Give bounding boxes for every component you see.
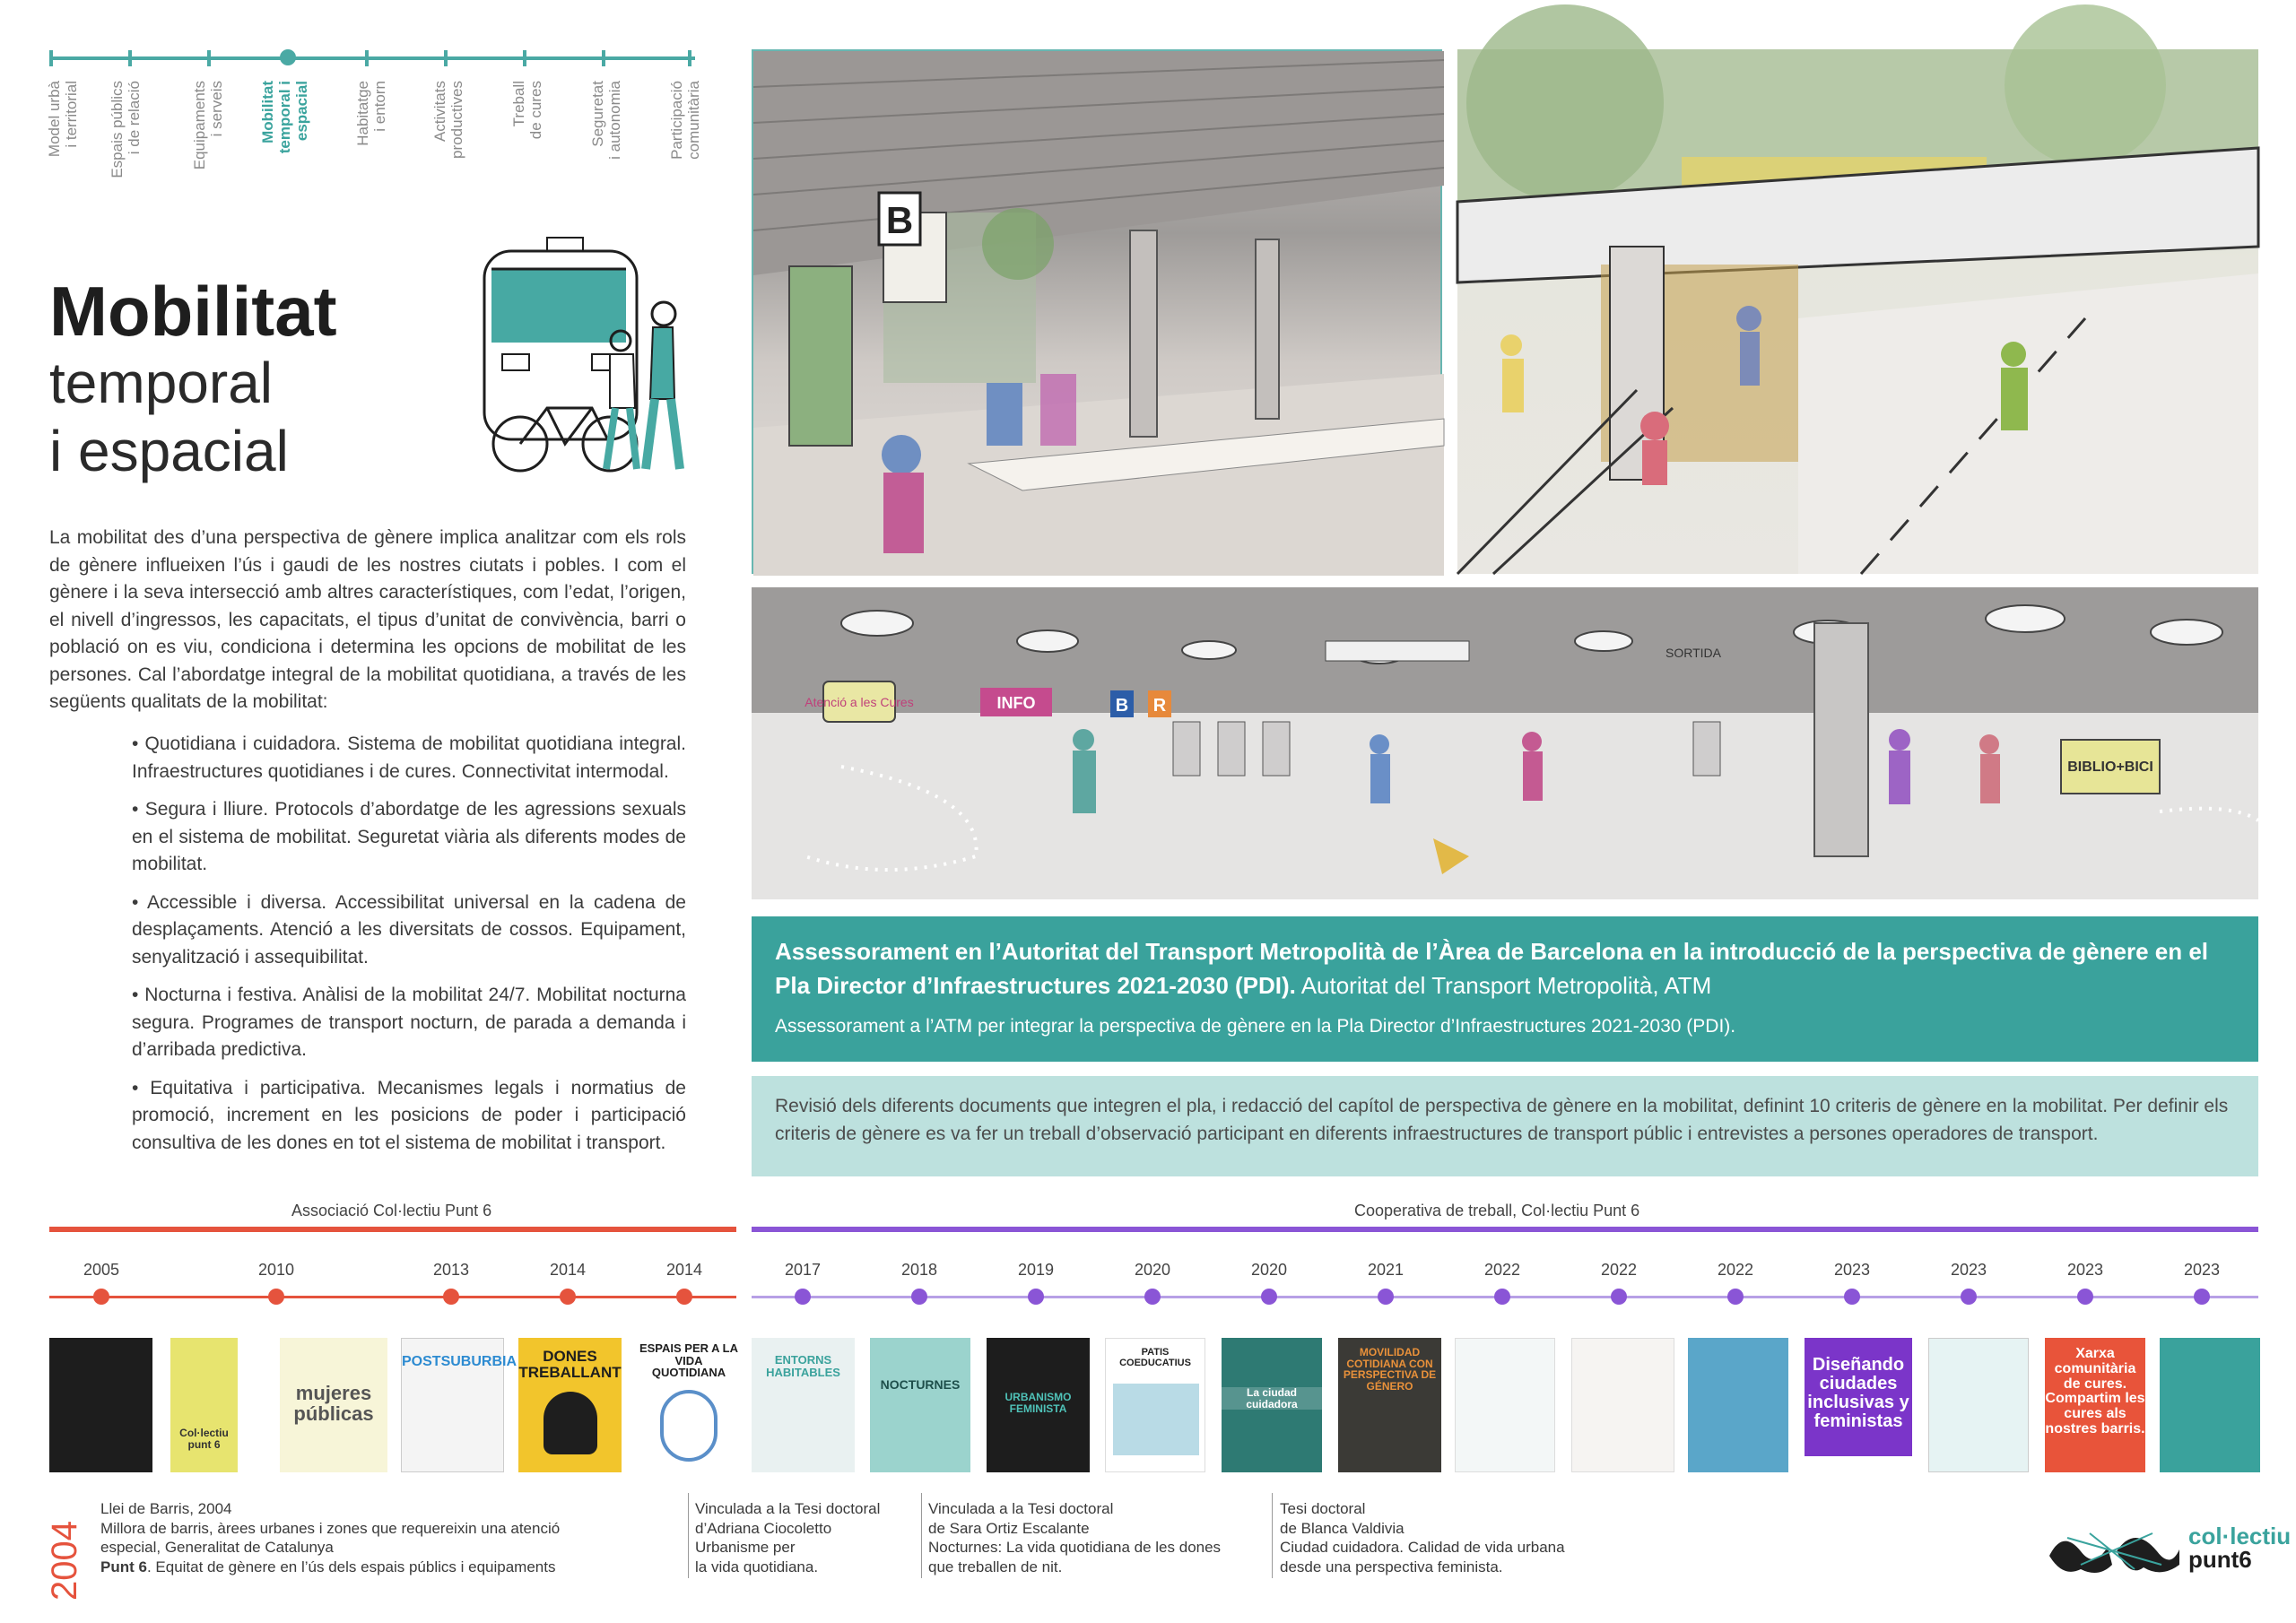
nav-item-espais-publics[interactable]: Espais públics i de relació [109, 81, 143, 178]
timeline-dot[interactable] [795, 1289, 811, 1305]
org-association-label: Associació Col·lectiu Punt 6 [291, 1202, 492, 1219]
illustration-station-platform [752, 49, 1442, 574]
sign-r: R [1152, 696, 1167, 716]
timeline-dot[interactable] [2077, 1289, 2093, 1305]
timeline-dot[interactable] [560, 1289, 576, 1305]
timeline-dot[interactable] [676, 1289, 692, 1305]
logo-line2: punt6 [2188, 1546, 2252, 1573]
nav-item-mobilitat[interactable]: Mobilitat temporal i espacial [259, 81, 310, 154]
nav-tick [602, 50, 605, 66]
org-cooperative-label: Cooperativa de treball, Col·lectiu Punt 6 [1354, 1202, 1640, 1219]
nav-line [49, 56, 695, 60]
section-nav [46, 45, 702, 179]
note-line: especial, Generalitat de Catalunya [100, 1539, 334, 1556]
nav-tick [444, 50, 448, 66]
cover-guia-caf[interactable] [1928, 1338, 2029, 1472]
sign-sortida: SORTIDA [1665, 646, 1721, 660]
nav-item-model-urba[interactable]: Model urbà i territorial [46, 81, 80, 158]
org-cooperative-bar [752, 1227, 2258, 1232]
cover-dones-treballant[interactable]: DONES TREBALLANT [518, 1338, 622, 1472]
nav-tick [128, 50, 132, 66]
qualities-list [132, 731, 686, 1167]
mobility-icon [475, 229, 700, 480]
org-association-bar [49, 1227, 736, 1232]
sign-info: INFO [996, 694, 1036, 712]
year-label: 2021 [1367, 1261, 1405, 1279]
nav-item-seguretat[interactable]: Seguretat i autonomia [589, 81, 623, 160]
timeline-dot[interactable] [1261, 1289, 1277, 1305]
nav-item-participacio[interactable]: Participació comunitària [668, 81, 702, 160]
timeline-dot[interactable] [443, 1289, 459, 1305]
cover-movilidad-cotidiana[interactable]: MOVILIDAD COTIDIANA CON PERSPECTIVA DE GÉNERO [1338, 1338, 1441, 1472]
page-title [49, 273, 337, 485]
intro-paragraph: La mobilitat des d’una perspectiva de gènere implica analitzar com els rols de gènere influeixen l’ús i gaudi de les nostres ciutats i pobles. I com el gènere i la seva intersecció amb altres característiques, com l’edat, l’origen, el nivell d’ingressos, les capacitats, el tipus d’unitat de convivència, barri o població on es viu, condiciona i determina les opcions de mobilitat de les persones. Cal l’abordatge integral de la mobilitat quotidiana, a través de les següents qualitats de la mobilitat: [49, 527, 686, 712]
timeline-dot[interactable] [1961, 1289, 1977, 1305]
note-line [100, 1558, 567, 1577]
cover-entorns-habitables[interactable]: ENTORNS HABITABLES [752, 1338, 855, 1472]
year-label: 2023 [2183, 1261, 2221, 1279]
illustration-station-hall [752, 587, 2258, 899]
year-label: 2023 [2066, 1261, 2104, 1279]
cover-llei-barris[interactable] [49, 1338, 152, 1472]
nav-tick [207, 50, 211, 66]
note-llei-barris [100, 1499, 567, 1576]
year-label: 2023 [1833, 1261, 1871, 1279]
year-label: 2014 [665, 1261, 703, 1279]
illustration-underpass [1457, 49, 2258, 574]
year-label: 2005 [83, 1261, 120, 1279]
cover-mujeres-publicas[interactable]: mujeres públicas [280, 1338, 387, 1472]
timeline-dot[interactable] [2194, 1289, 2210, 1305]
project-details-panel: Revisió dels diferents documents que integren el pla, i redacció del capítol de perspectiva de gènere en la mobilitat, definint 10 criteris de gènere en la mobilitat. Per definir els criteris de gènere es va fer un treball d’observació participant en diferents infraestructures de transport públic i entrevistes a persones operadores de transport. [752, 1076, 2258, 1176]
bullet-segura: • Segura i lliure. Protocols d’abordatge de les agressions sexuals en el sistema de mobilitat. Seguretat viària als diferents modes de mobilitat. [132, 799, 686, 874]
bullet-nocturna: • Nocturna i festiva. Anàlisi de la mobilitat 24/7. Mobilitat nocturna segura. Programes de transport nocturn, de parada a demanda i d’arribada predictiva. [132, 985, 686, 1060]
sign-b-hall: B [1115, 696, 1129, 716]
timeline-dot[interactable] [1727, 1289, 1744, 1305]
bullet-quotidiana: • Quotidiana i cuidadora. Sistema de mobilitat quotidiana integral. Infraestructures quotidianes i de cures. Connectivitat intermodal. [132, 733, 686, 782]
nav-item-treball-cures[interactable]: Treball de cures [510, 81, 544, 140]
bullet-equitativa: • Equitativa i participativa. Mecanismes legals i normatius de promoció, increment en les posicions de poder i participació consultiva de les dones en tot el sistema de mobilitat i transport. [132, 1077, 686, 1153]
divider [921, 1493, 922, 1578]
nav-tick [365, 50, 369, 66]
timeline-dot[interactable] [1144, 1289, 1161, 1305]
note-rest: . Equitat de gènere en l’ús dels espais públics i equipaments [146, 1558, 556, 1575]
project-description: Assessorament a l’ATM per integrar la perspectiva de gènere en la Pla Director d’Infraestructures 2021-2030 (PDI). [775, 1016, 1736, 1037]
timeline-line-1 [49, 1296, 736, 1298]
year-label: 2019 [1017, 1261, 1055, 1279]
year-label: 2013 [432, 1261, 470, 1279]
nav-tick [49, 50, 53, 66]
note-valdivia: Tesi doctoral de Blanca Valdivia Ciudad cuidadora. Calidad de vida urbana desde una perspectiva feminista. [1280, 1500, 1565, 1575]
nav-active-dot [280, 49, 296, 65]
nav-tick [688, 50, 691, 66]
timeline-dot[interactable] [268, 1289, 284, 1305]
cover-espais-vida-quotidiana[interactable]: ESPAIS PER A LA VIDA QUOTIDIANA [639, 1338, 739, 1472]
bullet-accessible: • Accessible i diversa. Accessibilitat universal en la cadena de desplaçaments. Atenció a les diversitats de cossos. Equipament, senyalització i assequibilitat. [132, 891, 686, 968]
project-panel [752, 916, 2258, 1062]
note-line: Millora de barris, àrees urbanes i zones que requereixin una atenció [100, 1519, 561, 1537]
sign-biblio-bici: BIBLIO+BICI [2067, 759, 2153, 775]
project-client: Autoritat del Transport Metropolità, ATM [1295, 972, 1712, 999]
timeline-dot[interactable] [1378, 1289, 1394, 1305]
cover-infraestructures[interactable] [1688, 1338, 1788, 1472]
nav-tick [523, 50, 526, 66]
cover-illustration [1113, 1384, 1199, 1455]
project-title [775, 934, 2235, 1002]
divider [688, 1493, 689, 1578]
year-label: 2022 [1717, 1261, 1754, 1279]
cover-disenando-ciudades[interactable]: Diseñando ciudades inclusivas y feministas [1805, 1338, 1912, 1456]
cover-collectiu-punt6[interactable]: Col·lectiu punt 6 [170, 1338, 238, 1472]
nav-item-activitats[interactable]: Activitats productives [431, 81, 465, 159]
hand-icon [660, 1390, 718, 1462]
title-main: Mobilitat [49, 272, 337, 351]
cover-ciudad-cuidadora[interactable]: La ciudad cuidadora [1222, 1338, 1322, 1472]
year-label: 2010 [257, 1261, 295, 1279]
sign-b: B [885, 199, 914, 241]
cover-guia-mobilitat[interactable] [1455, 1338, 1555, 1472]
cover-nocturnes[interactable]: NOCTURNES [870, 1338, 970, 1472]
note-ciocoletto: Vinculada a la Tesi doctoral d’Adriana Ciocoletto Urbanisme per la vida quotidiana. [695, 1500, 881, 1575]
year-label: 2014 [549, 1261, 587, 1279]
year-label: 2020 [1250, 1261, 1288, 1279]
cover-patis-coeducatius[interactable]: PATIS COEDUCATIUS [1105, 1338, 1205, 1472]
note-ortiz: Vinculada a la Tesi doctoral de Sara Ortiz Escalante Nocturnes: La vida quotidiana de les dones que treballen de nit. [928, 1500, 1222, 1575]
logo-line1: col·lectiu [2188, 1523, 2292, 1549]
title-line3: i espacial [49, 419, 289, 483]
project-title-bold: Assessorament en l’Autoritat del Transport Metropolità de l’Àrea de Barcelona en la introducció de la perspectiva de gènere en el Pla Director d’Infraestructures 2021-2030 (PDI). [775, 938, 2209, 999]
cover-postsuburbia[interactable]: POSTSUBURBIA [401, 1338, 504, 1472]
cover-seguridad-mapa[interactable] [1571, 1338, 1674, 1472]
sign-cures: Atenció a les Cures [804, 695, 914, 709]
timeline-dot[interactable] [1611, 1289, 1627, 1305]
timeline-dot[interactable] [1028, 1289, 1044, 1305]
divider [1272, 1493, 1273, 1578]
timeline-dot[interactable] [93, 1289, 109, 1305]
timeline-dot[interactable] [911, 1289, 927, 1305]
year-2004: 2004 [45, 1521, 84, 1601]
nav-item-habitatge[interactable]: Habitatge i entorn [354, 81, 388, 146]
note-bold: Punt 6 [100, 1558, 147, 1575]
year-label: 2017 [784, 1261, 822, 1279]
cover-guia-recomanacions[interactable] [2160, 1338, 2260, 1472]
cover-xarxa-cures[interactable]: Xarxa comunitària de cures. Compartim les cures als nostres barris. [2045, 1338, 2145, 1472]
head-silhouette-icon [544, 1392, 597, 1454]
nav-item-equipaments[interactable]: Equipaments i serveis [191, 81, 225, 170]
timeline-dot[interactable] [1844, 1289, 1860, 1305]
note-line: Llei de Barris, 2004 [100, 1500, 232, 1517]
timeline-dot[interactable] [1494, 1289, 1510, 1305]
logo-text [2188, 1524, 2291, 1571]
year-label: 2023 [1950, 1261, 1987, 1279]
year-label: 2018 [900, 1261, 938, 1279]
year-label: 2022 [1600, 1261, 1638, 1279]
title-line2: temporal [49, 351, 273, 415]
year-label: 2022 [1483, 1261, 1521, 1279]
year-label: 2020 [1134, 1261, 1171, 1279]
cover-urbanismo-feminista[interactable]: URBANISMO FEMINISTA [987, 1338, 1090, 1472]
